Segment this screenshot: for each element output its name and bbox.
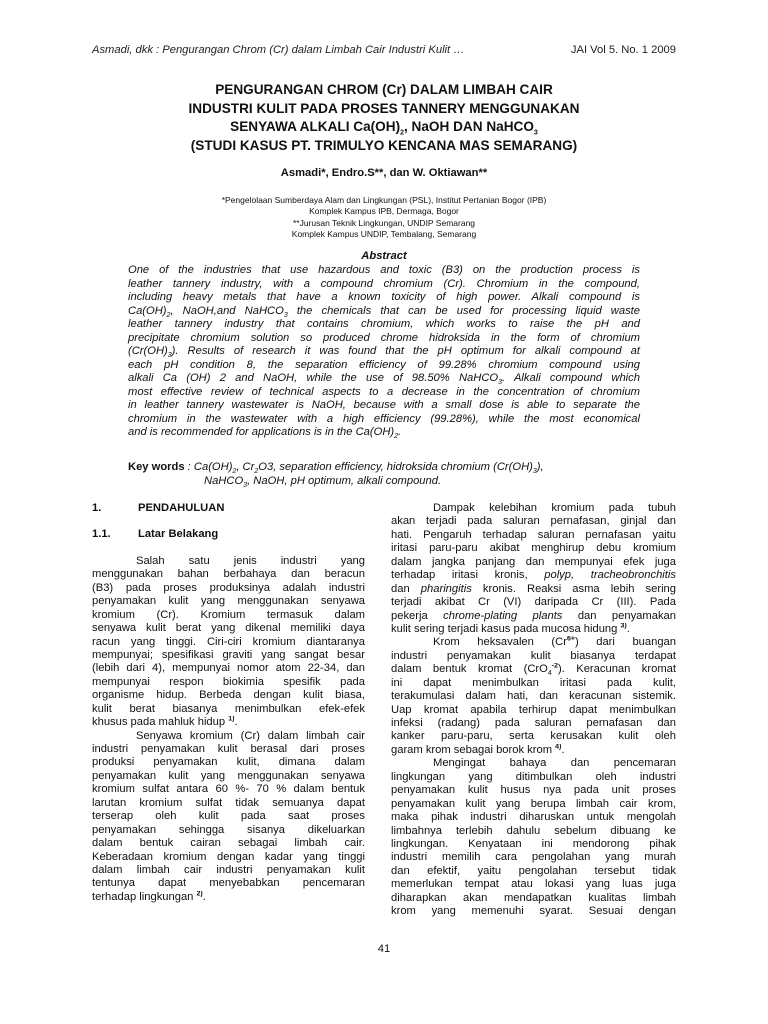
authors: Asmadi*, Endro.S**, dan W. Oktiawan** — [280, 167, 488, 179]
paragraph: Senyawa kromium (Cr) dalam limbah cair industri penyamakan kulit berasal dari proses produksi penyamakan kulit, dimana dalam penyamakan kulit yang menggunakan senyawa kromium sulfat antara 60 %- 70 % dalam bentuk larutan kromium sulfat tidak semuanya dapat terserap oleh kulit pada saat proses penyamakan sehingga sisanya dikeluarkan dalam bentuk cairan sebagai limbah cair. Keberadaan kromium dengan kadar yang tinggi dalam limbah cair industri penyamakan kulit tentunya dapat menyebabkan pencemaran terhadap lingkungan $^{2)}$. — [92, 729, 365, 903]
paper-title — [92, 81, 676, 155]
affiliation-line: Komplek Kampus IPB, Dermaga, Bogor — [309, 206, 459, 217]
paragraph: Mengingat bahaya dan pencemaran lingkungan yang ditimbulkan oleh industri penyamakan kulit husus nya pada unit proses penyamakan kulit yang berupa limbah cair krom, maka pihak industri diharuskan untuk mengolah limbahnya terlebih dahulu sebelum dibuang ke lingkungan. Kenyataan ini mendorong pihak industri memilih cara pengolahan yang murah dan efektif, yaitu pengolahan tersebut tidak memerlukan tempat atau lokasi yang luas juga diharapkan akan mendapatkan kualitas limbah krom yang memenuhi syarat. Sesuai dengan — [391, 757, 676, 918]
affiliations — [92, 195, 676, 240]
title-line: INDUSTRI KULIT PADA PROSES TANNERY MENGGUNAKAN — [188, 100, 580, 116]
title-line: SENYAWA ALKALI $Ca(OH)_2$, NaOH DAN NaHCO$_3$ — [230, 119, 538, 137]
abstract-heading: Abstract — [361, 250, 407, 262]
affiliation-line: **Jurusan Teknik Lingkungan, UNDIP Semarang — [292, 217, 476, 228]
running-header-citation: Asmadi, dkk : Pengurangan Chrom (Cr) dalam Limbah Cair Industri Kulit … — [92, 44, 465, 56]
title-line: (STUDI KASUS PT. TRIMULYO KENCANA MAS SEMARANG) — [190, 137, 578, 153]
running-header-journal: JAI Vol 5. No. 1 2009 — [570, 44, 676, 56]
paragraph: Dampak kelebihan kromium pada tubuh akan terjadi pada saluran pernafasan, ginjal dan hati. Pengaruh terhadap saluran pernafasan yaitu iritasi paru-paru akibat menghirup debu kromium dalam jangka panjang dan mempunyai efek juga terhadap iritasi kronis, polyp, tracheobronchitis dan pharingitis kronis. Reaksi asma lebih sering terjadi akibat Cr (VI) daripada Cr (III). Pada pekerja chrome-plating plants dan penyamakan kulit sering terjadi kasus pada mucosa hidung $^{3)}$. — [391, 502, 676, 635]
page-number: 41 — [377, 943, 391, 955]
title-line: PENGURANGAN CHROM (Cr) DALAM LIMBAH CAIR — [215, 82, 553, 97]
affiliation-line: Komplek Kampus UNDIP, Tembalang, Semarang — [291, 228, 477, 239]
keywords-label: Key words — [128, 461, 185, 473]
right-column — [391, 502, 676, 919]
paragraph: Krom heksavalen $(Cr^{6+})$ dari buangan industri penyamakan kulit biasanya terdapat dalam bentuk kromat (CrO$_4^{-2}$). Keracunan kromat ini dapat menimbulkan iritasi pada kulit, terakumulasi dalam hati, dan keracunan sistemik. Uap kromat apabila terhirup dapat menimbulkan infeksi (radang) pada saluran pernafasan dan kanker paru-paru, serta kerusakan kulit oleh garam krom sebagai borok krom $^{4)}$. — [391, 636, 676, 756]
abstract-body: One of the industries that use hazardous and toxic (B3) on the production process is leather tannery industry, with a compound chromium (Cr). Chromium in the compound, including heavy metals that have a known toxicity of high power. Alkali compound is $Ca(OH)_2$, NaOH,and NaHCO$_3$ the chemicals that can be used for processing liquid waste leather tannery industry that contains chromium, which works to raise the pH and precipitate chromium solution so produced chrome hidroksida in the form of chromium $(Cr(OH)_3)$. Results of research it was found that the pH optimum for alkali compound at each pH condition 8, the separation efficiency of 99.28% chromium compound using alkali Ca (OH) 2 and NaOH, while the use of 98.50% NaHCO$_3$. Alkali compound which most effective review of technical aspects to a decrease in the concentration of chromium in leather tannery wastewater is NaOH, because with a small dose is able to separate the chromium in the wastewater with a high efficiency (99.28%), while the most economical and is recommended for applications is in the $Ca(OH)_2$. — [128, 264, 641, 441]
running-header — [92, 44, 676, 58]
subsection-heading: 1.1. Latar Belakang — [92, 528, 219, 541]
keywords: Key words : $Ca(OH)_2$, $Cr_2O3$, separation efficiency, hidroksida chromium $(Cr(OH)_3)$, NaHCO$_3$, NaOH, pH optimum, alkali compound. — [128, 461, 544, 489]
left-column — [92, 502, 365, 904]
affiliation-line: *Pengelolaan Sumberdaya Alam dan Lingkungan (PSL), Institut Pertanian Bogor (IPB) — [221, 195, 547, 205]
section-heading: 1. PENDAHULUAN — [92, 502, 225, 514]
paragraph: Salah satu jenis industri yang menggunakan bahan berbahaya dan beracun (B3) pada proses produksinya adalah industri penyamakan kulit yang menggunakan senyawa kromium (Cr). Kromium termasuk dalam senyawa kulit berat yang dikenal memiliki daya racun yang tinggi. Ciri-ciri kromium diantaranya mempunyai; spesifikasi graviti yang sangat besar (lebih dari 4), mempunyai nomor atom 22-34, dan mempunyai respon biokimia spesifik pada organisme hidup. Berbeda dengan kulit biasa, kulit berat biasanya menimbulkan efek-efek khusus pada mahluk hidup $^{1)}$. — [92, 554, 365, 729]
